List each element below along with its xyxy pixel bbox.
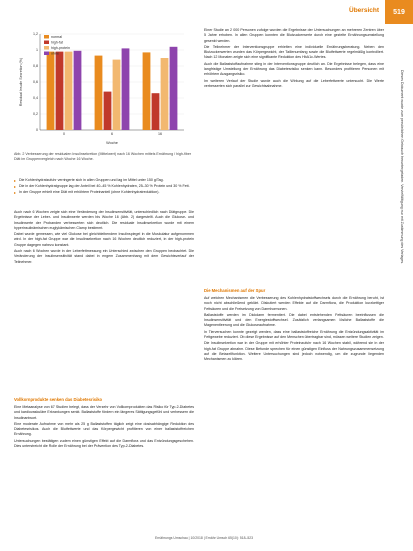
paragraph: Auch die Ballaststoffaufnahme stieg in der Interventionsgruppe deutlich an. Die Ergebnisse belegen, dass eine langfristige Umstellung der Ernährung das Diabetesrisiko senken kann. Besonders profitieren Personen mit erhöhtem Ausgangsrisiko.	[204, 61, 384, 77]
paragraph: Untersuchungen bestätigen zudem einen günstigen Effekt auf die Darmflora und das Entzündungsgeschehen. Dies unterstreicht die Rolle der Ernährung bei der Prävention des Typ-2-Diabetes.	[14, 438, 194, 449]
paragraph: Auch nach 6 Wochen wurde in der Leberfettmessung ein Unterschied zwischen den Gruppen beobachtet. Die Veränderung der Insulinsensitivität stand dabei in engem Zusammenhang mit dem Gewichtsverlauf der Teilnehmer.	[14, 249, 194, 264]
y-axis-label: Residual Insulin Secretion (%)	[19, 57, 23, 107]
paragraph: Die Teilnehmer der Interventionsgruppe erhielten eine individuelle Ernährungsberatung. Neben den Blutzuckerwerten wurden das Körpergewicht, der Taillenumfang sowie die Blutfettwerte regelmäßig kontrolliert. Nach 12 Monaten zeigte sich eine signifikante Reduktion des HbA1c-Wertes.	[204, 44, 384, 60]
paragraph: Einer Studie an 2 000 Personen zufolge wurden die Ergebnisse der Untersuchungen an mehreren Zentren über 5 Jahre erhoben. In allen Gruppen konnten die Blutzuckerwerte durch eine gezielte Ernährungsumstellung gesenkt werden.	[204, 28, 384, 43]
y-tick-label: 1,2	[33, 32, 38, 37]
bar	[161, 58, 169, 130]
paragraph: Auch nach 6 Wochen zeigte sich eine Veränderung der Insulinsensitivität, unterschiedlich nach Diätgruppe. Die Ergebnisse der Leber- und Insulinwerte werden bis Woche 16 (Abb. 2) dargestellt. Auch die Glukose- und Insulinwerte der Probanden verbesserten sich deutlich. Die residuale Insulinsekretion wurde mit einem hyperinsulinämischen euglykämischen Clamp bestimmt.	[14, 210, 194, 230]
bullet-item: ▸ Die in der Kohlenhydratgruppe lag der Anteil bei 40–45 % Kohlenhydraten, 25–30 % Protein und 30 % Fett.	[14, 184, 190, 190]
paragraph: Dabei wurde gemessen, wie viel Glukose bei gleichbleibendem Insulinspiegel in die Muskulatur aufgenommen wird. In der high-fat Gruppe war die Insulinsekretion nach 16 Wochen deutlich reduziert, in der high-protein Gruppe dagegen nahezu konstant.	[14, 232, 194, 247]
y-tick-label: 1	[36, 48, 38, 53]
legend-swatch	[44, 46, 49, 50]
section-heading: Vollkornprodukte senken das Diabetesrisiko	[14, 397, 103, 402]
legend-label: ohne	[51, 51, 59, 56]
paragraph: In Tierversuchen konnte gezeigt werden, dass eine ballaststoffreiche Ernährung die Entzündungsaktivität im Fettgewebe reduziert. Ob diese Ergebnisse auf den Menschen übertragbar sind, müssen weitere Studien zeigen.	[204, 329, 384, 340]
bar	[74, 51, 82, 130]
bullet-list	[14, 178, 194, 197]
bar	[65, 52, 73, 130]
y-tick-label: 0,6	[33, 80, 38, 85]
paragraph: Eine Metaanalyse von 67 Studien belegt, dass der Verzehr von Vollkornprodukten das Risiko für Typ-2-Diabetes und kardiovaskuläre Erkrankungen senkt. Ballaststoffe fördern ein längeres Sättigungsgefühl und verbessern die Insulinantwort.	[14, 405, 194, 420]
bar-chart	[14, 28, 194, 148]
triangle-bullet-icon: ▸	[14, 178, 17, 183]
page-number: 519	[385, 0, 413, 24]
figure-caption: Abb. 2 Verbesserung der residualen Insulinsekretion (Mittelwert) nach 16 Wochen mittels Ernährung / high-fiber Diät im Gruppenvergleich nach Woche 16 Woche.	[14, 152, 192, 162]
bar	[113, 60, 121, 130]
chart-svg	[14, 28, 194, 148]
y-tick-label: 0,2	[33, 112, 38, 117]
y-tick-label: 0,8	[33, 64, 38, 69]
x-axis-label: Woche	[106, 141, 118, 145]
bar	[122, 48, 130, 130]
copyright-side-note: Dieses Dokument wurde zum persönlichen Gebrauch heruntergeladen. Vervielfältigung nur mit Zustimmung des Verlages.	[400, 70, 404, 265]
y-tick-label: 0,4	[33, 96, 38, 101]
paragraph: Eine moderate Aufnahme von mehr als 25 g Ballaststoffen täglich zeigt eine dosisabhängige Reduktion des Diabetesrisikos. Auch die Blutfettwerte und das Körpergewicht profitieren von einer ballaststoffreichen Ernährung.	[14, 421, 194, 437]
bar	[95, 56, 103, 130]
y-tick-label: 0	[36, 128, 38, 133]
legend-label: high-protein	[51, 46, 70, 50]
page-header	[0, 0, 413, 24]
legend-swatch	[44, 41, 49, 45]
x-tick-label: 0	[63, 132, 65, 136]
section-title: Übersicht	[349, 7, 379, 14]
left-column-text	[14, 210, 194, 266]
paragraph: Die Insulinsekretion war in der Gruppe mit erhöhter Proteinzufuhr nach 16 Wochen stabil, während sie in der high-fat Gruppe abnahm. Diese Befunde sprechen für einen günstigen Einfluss der Nahrungszusammensetzung auf die Betazellfunktion. Weitere Untersuchungen sind jedoch notwendig, um die zugrunde liegenden Mechanismen zu klären.	[204, 341, 384, 362]
bar	[47, 52, 55, 130]
right-column-section	[204, 284, 384, 364]
right-column-text	[204, 28, 384, 90]
paragraph: Im weiteren Verlauf der Studie wurde auch die Wirkung auf die Leberfettwerte untersucht. Die Werte verbesserten sich parallel zur Gewichtsabnahme.	[204, 78, 384, 88]
legend-swatch	[44, 52, 49, 56]
legend-label: normal	[51, 35, 62, 39]
bar	[152, 93, 160, 130]
x-tick-label: 16	[158, 132, 162, 136]
bar	[143, 52, 151, 130]
paragraph: Auf welchen Mechanismen die Verbesserung des Kohlenhydratstoffwechsels durch die Ernährung beruht, ist noch nicht abschließend geklärt. Diskutiert werden Effekte auf die Darmflora, die Produktion kurzkettiger Fettsäuren und die Freisetzung von Darmhormonen.	[204, 296, 384, 311]
bar	[56, 52, 64, 130]
bullet-item: ▸ Die Kohlenhydratzufuhr verringerte sich in allen Gruppen und lag im Mittel unter 150 g/Tag.	[14, 178, 164, 183]
x-tick-label: 6	[111, 132, 113, 136]
legend-swatch	[44, 35, 49, 39]
bar	[170, 47, 178, 130]
bullet-item: ▸ In der Gruppe erhielt eine Diät mit erhöhtem Proteinanteil (ohne Kohlenhydratreduktion).	[14, 190, 160, 196]
section-heading: Die Mechanismen auf der Spur	[204, 288, 266, 293]
triangle-bullet-icon: ▸	[14, 184, 17, 190]
paragraph: Ballaststoffe werden im Dickdarm fermentiert. Die dabei entstehenden Fettsäuren beeinflussen die Insulinsensitivität und den Energiestoffwechsel. Zusätzlich verlangsamen lösliche Ballaststoffe die Magenentleerung und die Glukoseaufnahme.	[204, 312, 384, 328]
legend-label: high-fat	[51, 40, 63, 45]
page-footer: Ernährungs Umschau | 10/2018 | Ernähr Umsch 65(10): 518–523	[154, 536, 254, 540]
bar	[104, 92, 112, 130]
left-column-section	[14, 393, 194, 450]
triangle-bullet-icon: ▸	[14, 190, 17, 196]
